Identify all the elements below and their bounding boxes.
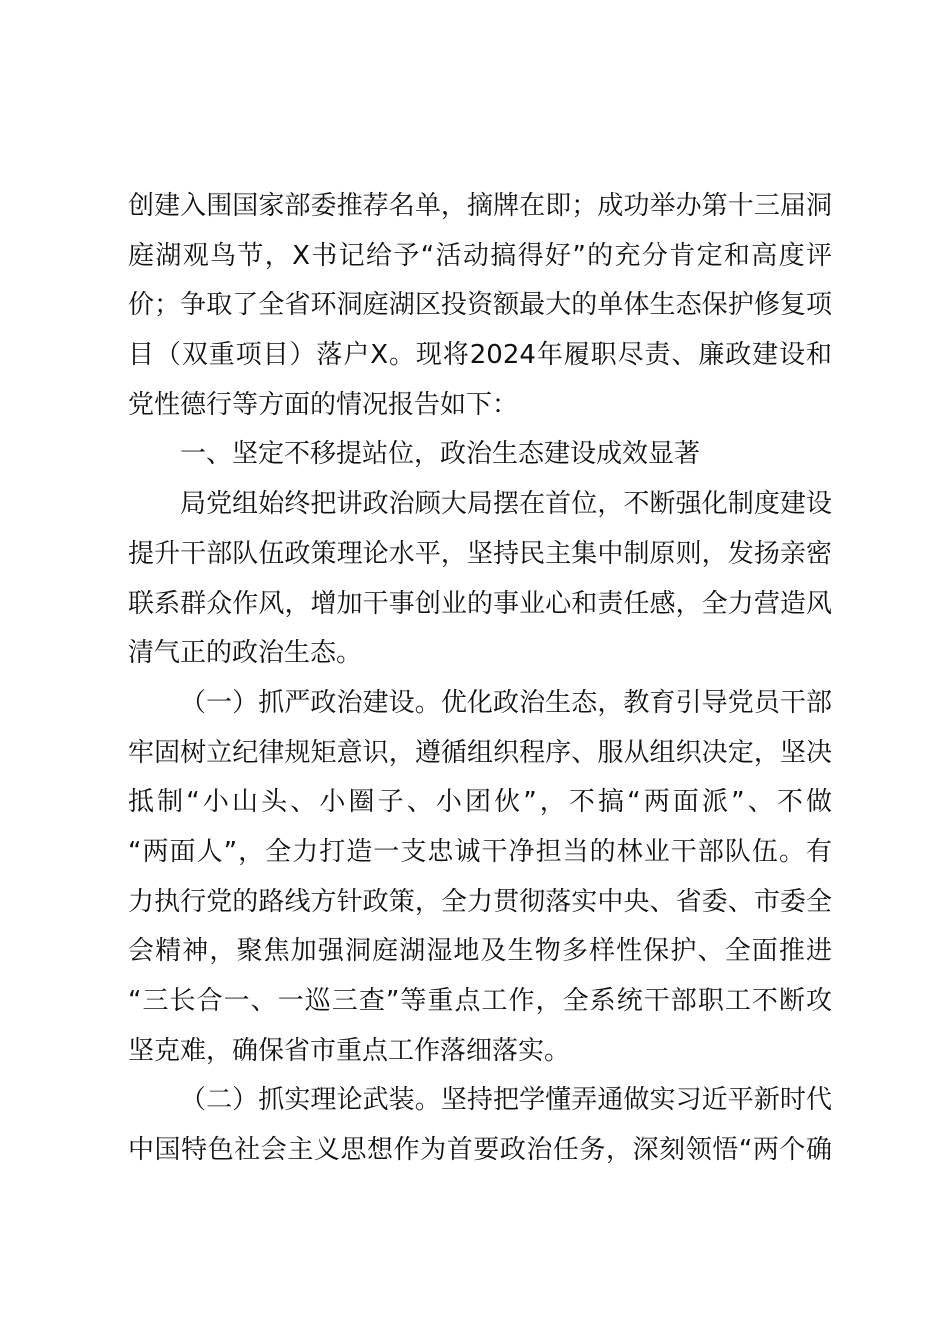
- body-line: 会精神，聚焦加强洞庭湖湿地及生物多样性保护、全面推进: [128, 936, 832, 967]
- body-line: 联系群众作风，增加干事创业的事业心和责任感，全力营造风: [128, 588, 832, 619]
- body-line: 牢固树立纪律规矩意识，遵循组织程序、服从组织决定，坚决: [128, 737, 832, 768]
- body-line: 坚克难，确保省市重点工作落细落实。: [128, 1035, 571, 1066]
- body-line: 提升干部队伍政策理论水平，坚持民主集中制原则，发扬亲密: [128, 538, 832, 569]
- document-body: [128, 182, 832, 1176]
- subsection-line: （二）抓实理论武装。坚持把学懂弄通做实习近平新时代: [180, 1085, 832, 1116]
- body-line: 中国特色社会主义思想作为首要政治任务，深刻领悟“两个确: [128, 1135, 832, 1166]
- body-line: 创建入围国家部委推荐名单，摘牌在即；成功举办第十三届洞: [128, 191, 832, 221]
- subsection-line: （一）抓严政治建设。优化政治生态，教育引导党员干部: [180, 687, 832, 718]
- body-line: 抵制“小山头、小圈子、小团伙”，不搞“两面派”、不做: [128, 787, 832, 818]
- body-line: “两面人”，全力打造一支忠诚干净担当的林业干部队伍。有: [128, 836, 832, 867]
- body-line: 庭湖观鸟节，X书记给予“活动搞得好”的充分肯定和高度评: [128, 240, 832, 271]
- body-line: 力执行党的路线方针政策，全力贯彻落实中央、省委、市委全: [128, 886, 832, 917]
- body-line: 目（双重项目）落户X。现将2024年履职尽责、廉政建设和: [128, 340, 832, 371]
- body-line: 党性德行等方面的情况报告如下：: [128, 389, 519, 420]
- section-heading: 一、坚定不移提站位，政治生态建设成效显著: [180, 439, 701, 470]
- body-line: “三长合一、一巡三查”等重点工作，全系统干部职工不断攻: [128, 986, 832, 1016]
- body-line: 清气正的政治生态。: [128, 638, 363, 669]
- body-line: 局党组始终把讲政治顾大局摆在首位，不断强化制度建设: [180, 489, 832, 520]
- body-line: 价；争取了全省环洞庭湖区投资额最大的单体生态保护修复项: [128, 290, 832, 321]
